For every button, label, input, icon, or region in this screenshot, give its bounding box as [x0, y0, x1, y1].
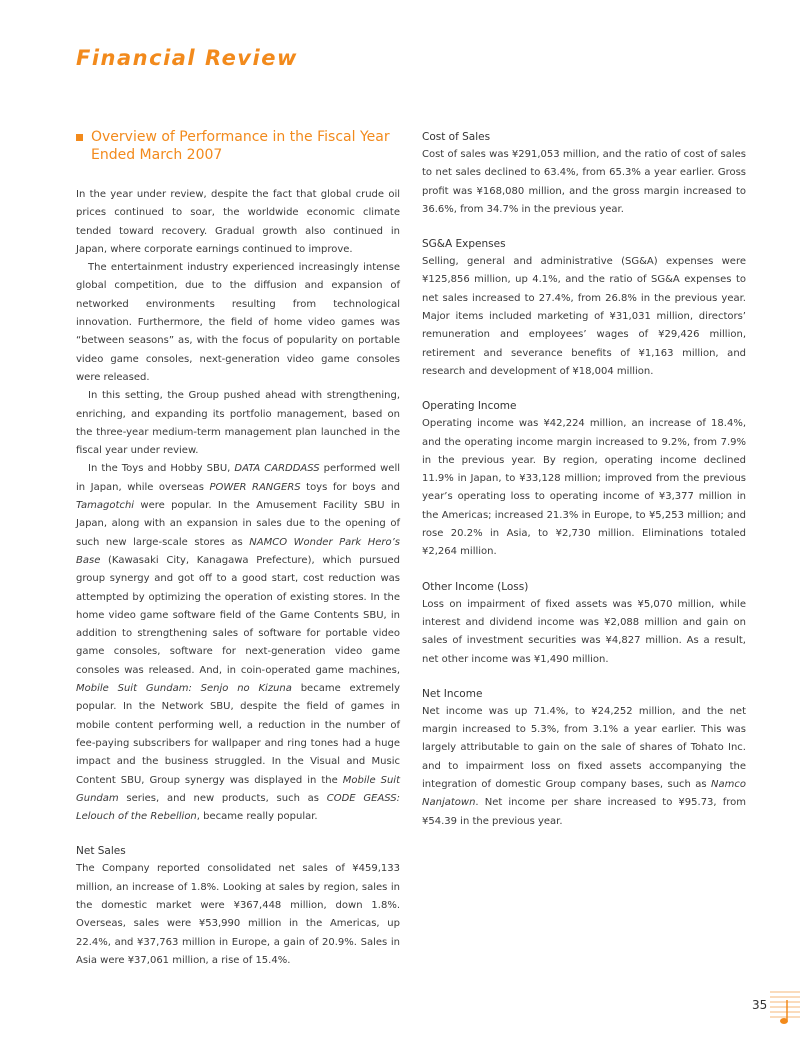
music-staff-icon — [768, 986, 800, 1030]
right-column — [422, 128, 746, 831]
cost-of-sales-heading: Cost of Sales — [422, 131, 491, 143]
operating-income-heading: Operating Income — [422, 400, 517, 413]
sga-heading: SG&A Expenses — [422, 238, 506, 251]
net-sales-text: The Company reported consolidated net sales of ¥459,133 million, an increase of 1.8%. Looking at sales by region, sales in the domestic market were ¥367,448 million, down 1.8%. Overseas, sales were ¥53,990 million in the Americas, up 22.4%, and ¥37,763 million in Europe, a gain of 20.9%. Sales in Asia were ¥37,061 million, a rise of 15.4%. — [76, 863, 400, 966]
cost-of-sales-text: Cost of sales was ¥291,053 million, and the ratio of cost of sales to net sales declined to 63.4%, from 65.3% a year earlier. Gross profit was ¥168,080 million, and the gross margin increased to 36.6%, from 34.7% in the previous year. — [422, 149, 746, 215]
overview-paragraph-4: In the Toys and Hobby SBU, DATA CARDDASS performed well in Japan, while overseas POWER RANGERS toys for boys and Tamagotchi were popular. In the Amusement Facility SBU in Japan, along with an expansion in sales due to the opening of such new large-scale stores as NAMCO Wonder Park Hero’s Base (Kawasaki City, Kanagawa Prefecture), which pursued group synergy and got off to a good start, cost reduction was attempted by optimizing the operation of existing stores. In the home video game software field of the Game Contents SBU, in addition to strengthening sales of software for portable video game consoles, software for next-generation video game consoles was released. And, in coin-operated game machines, Mobile Suit Gundam: Senjo no Kizuna became extremely popular. In the Network SBU, despite the field of games in mobile content performing well, a reduction in the number of fee-paying subscribers for wallpaper and ring tones had a huge impact and the business struggled. In the Visual and Music Content SBU, Group synergy was displayed in the Mobile Suit Gundam series, and new products, such as CODE GEASS: Lelouch of the Rebellion, became really popular. — [76, 463, 401, 823]
page-number: 35 — [752, 998, 768, 1012]
section-title-text: Overview of Performance in the Fiscal Year Ended March 2007 — [91, 129, 390, 163]
overview-paragraph-3: In this setting, the Group pushed ahead with strengthening, enriching, and expanding its portfolio management, based on the three-year medium-term management plan launched in the fiscal year under review. — [76, 390, 400, 457]
overview-paragraph-1: In the year under review, despite the fact that global crude oil prices continued to soar, the worldwide economic climate tended toward recovery. Gradual growth also continued in Japan, where corporate earnings continued to improve. — [76, 189, 400, 255]
overview-paragraph-2: The entertainment industry experienced increasingly intense global competition, due to the diffusion and expansion of networked environments resulting from technological innovation. Furthermore, the field of home video games was “between seasons” as, with the focus of popularity on portable video game consoles, next-generation video game consoles were released. — [76, 262, 400, 383]
operating-income-text: Operating income was ¥42,224 million, an increase of 18.4%, and the operating income margin increased to 9.2%, from 7.9% in the previous year. By region, operating income declined 11.9% in Japan, to ¥33,128 million; improved from the previous year’s operating loss to operating income of ¥3,377 million in the Americas; increased 21.3% in Europe, to ¥5,253 million; and rose 20.2% in Asia, to ¥2,730 million. Eliminations totaled ¥2,264 million. — [422, 418, 746, 558]
net-income-heading: Net Income — [422, 687, 483, 700]
square-bullet-icon — [76, 134, 83, 141]
left-column — [76, 128, 400, 970]
other-income-heading: Other Income (Loss) — [422, 580, 529, 593]
net-income-text: Net income was up 71.4%, to ¥24,252 million, and the net margin increased to 5.3%, from 3.1% a year earlier. This was largely attributable to gain on the sale of shares of Tohato Inc. and to impairment loss on fixed assets accompanying the integration of domestic Group company bases, such as Namco Nanjatown. Net income per share increased to ¥95.73, from ¥54.39 in the previous year. — [422, 705, 746, 827]
page-title: Financial Review — [76, 46, 298, 70]
section-title — [76, 128, 400, 164]
sga-text: Selling, general and administrative (SG&A) expenses were ¥125,856 million, up 4.1%, and the ratio of SG&A expenses to net sales increased to 27.4%, from 26.8% in the previous year. Major items included marketing of ¥31,031 million, directors’ remuneration and employees’ wages of ¥29,426 million, retirement and severance benefits of ¥1,163 million, and research and development of ¥18,004 million. — [422, 256, 746, 377]
net-sales-heading: Net Sales — [76, 845, 126, 858]
other-income-text: Loss on impairment of fixed assets was ¥5,070 million, while interest and dividend income was ¥2,088 million and gain on sales of investment securities was ¥4,827 million. As a result, net other income was ¥1,490 million. — [422, 598, 746, 665]
